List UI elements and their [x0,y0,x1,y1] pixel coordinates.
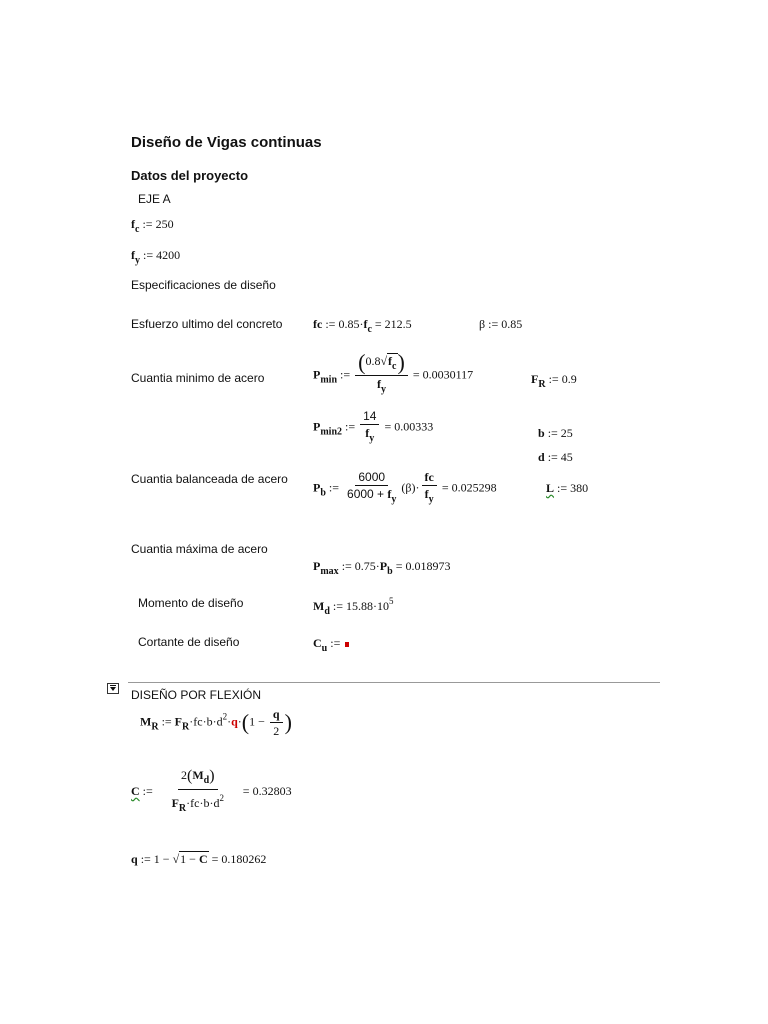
pmin2-equation[interactable]: $P_{min2}$ := $\frac{14}{f_y}$ = 0.00333 [313,409,434,444]
pmax-equation[interactable]: $P_{max}$ := $0.75\cdot P_b = 0.018973$ [313,559,451,577]
placeholder-marker[interactable] [345,642,349,647]
l-definition[interactable]: L := 380 [546,481,589,495]
beta-definition[interactable]: β := 0.85 [479,317,523,331]
pb-equation[interactable]: $P_b$ := $\frac{6000}{6000 + f_y}$ (β)· $\frac{fc}{f_y}$ = 0.025298 [313,470,497,505]
cuantia-max-label: Cuantia máxima de acero [131,542,268,556]
fr-definition[interactable]: $F_R$ := 0.9 [531,372,577,390]
b-definition[interactable]: b := 25 [538,426,573,440]
region-divider [128,682,660,683]
mr-equation[interactable]: $M_R$ := $F_R\cdot fc\cdot b\cdot d^2\cdot q\cdot(1$ − $\frac{q}{2}$ ) [140,707,292,738]
fc-definition[interactable]: $f_c$ := 250 [131,217,174,235]
esfuerzo-label: Esfuerzo ultimo del concreto [131,317,283,331]
q-equation[interactable]: q := 1 − √1 − C = 0.180262 [131,852,267,866]
cortante-label: Cortante de diseño [138,635,240,649]
collapse-toggle-icon[interactable] [107,683,119,694]
cuantia-min-label: Cuantia minimo de acero [131,371,265,385]
d-definition[interactable]: d := 45 [538,450,573,464]
especificaciones-label: Especificaciones de diseño [131,278,276,292]
cuantia-bal-label: Cuantia balanceada de acero [131,472,288,486]
esfuerzo-equation[interactable]: fc := $0.85\cdot f_c = 212.5$ [313,317,412,335]
section-subtitle: Datos del proyecto [131,168,249,183]
pmin-equation[interactable]: $P_{min}$ := $\frac{(0.8√f_c)}{f_y}$ = 0.0030117 [313,349,474,395]
page-title: Diseño de Vigas continuas [131,134,322,151]
md-definition[interactable]: $M_d$ := $15.88\cdot 10^5$ [313,596,394,617]
cu-definition[interactable]: $C_u$ := [313,636,349,654]
flexion-header: DISEÑO POR FLEXIÓN [131,688,262,702]
fy-definition[interactable]: $f_y$ := 4200 [131,248,181,266]
momento-label: Momento de diseño [138,596,244,610]
c-equation[interactable]: C := $\frac{2(M_d)}{F_R\cdot fc\cdot b\cdot d^2}$ = 0.32803 [131,767,292,814]
eje-label: EJE A [138,192,171,206]
